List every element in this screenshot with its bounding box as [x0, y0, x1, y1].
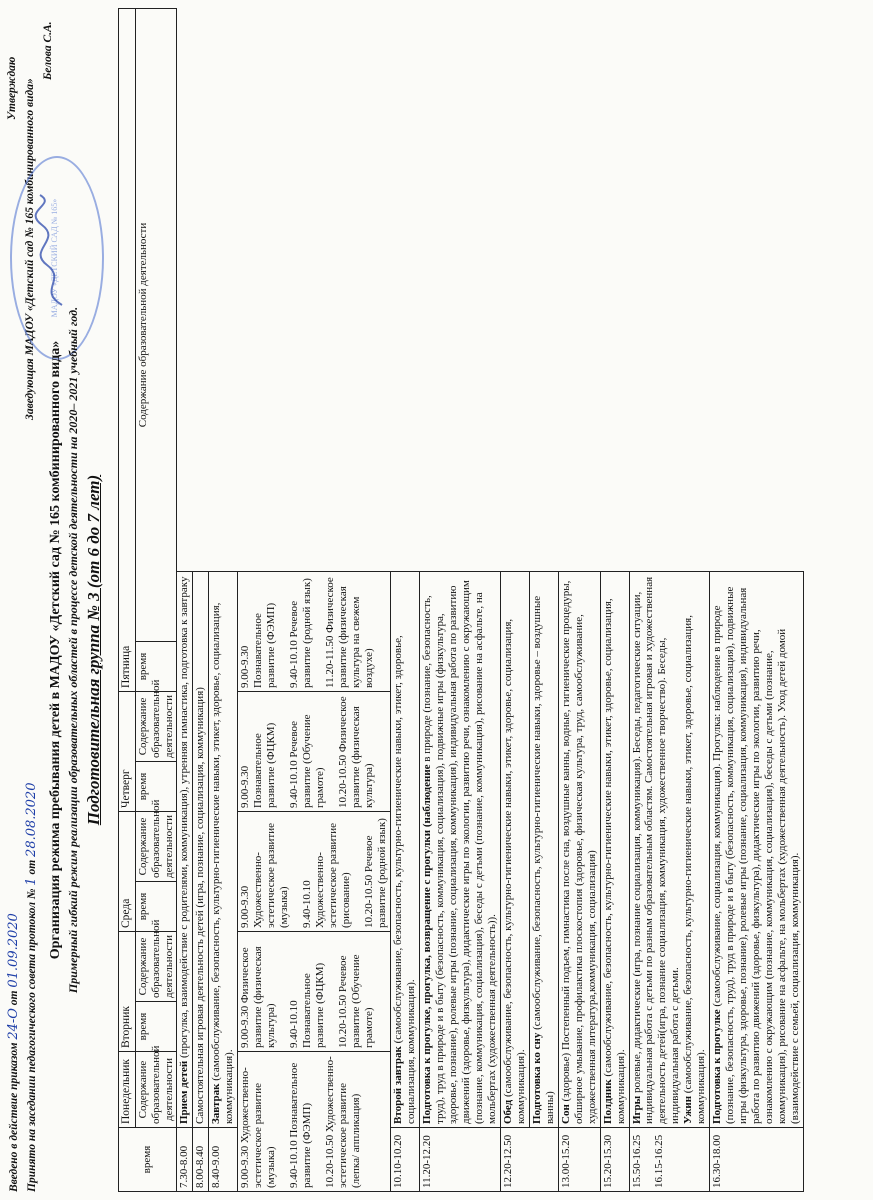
- table-row: 15.20-15.30 Полдник (самообслуживание, безопасность, культурно-гигиенические навыки, этикет, здоровье, социализация, коммуникация).: [600, 9, 629, 1192]
- table-row: 15.50-16.25 16.15-16.25 Игры ролевые, дидактические (игра, познание социализация, коммуникация). Беседы, педагогические ситуации, индивидуальная работа с детьми по разным образовательным областям. Самостоятельная игровая и художественная деятельность детей(игра, познание социализация, коммуникация, художественное творчество). Беседы, индивидуальная работа с детьми. Ужин (самообслуживание, безопасность, культурно-гигиенические навыки, этикет, здоровье, социализация, коммуникация).: [629, 9, 710, 1192]
- day-header-row: [119, 9, 136, 1192]
- accepted-line: Принято на заседании педагогического совета протокол № 1 от 28.08.2020: [24, 782, 39, 1192]
- lessons-row: [238, 9, 391, 1192]
- day-header: Вторник: [119, 931, 136, 1051]
- lessons-thursday: 9.00-9.30 Познавательное развитие (ФЦКМ) 9.40-10.10 Речевое развитие (Обучение грамоте) 10.20-10.50 Физическое развитие (физическая культура): [238, 691, 391, 811]
- time-header: время: [135, 1002, 177, 1052]
- time-header: время: [119, 1128, 177, 1192]
- time-header: время: [135, 761, 177, 811]
- lessons-wednesday: 9.00-9.30 Художественно-эстетическое развитие (музыка) 9.40-10.10 Художественно-эстетическое развитие (рисование) 10.20-10.50 Речевое развитие (родной язык): [238, 811, 391, 931]
- day-header: Среда: [119, 811, 136, 931]
- lessons-monday: 9.00-9.30 Художественно-эстетическое развитие (музыка) 9.40-10.10 Познавательное развитие (ФЭМП) 10.20-10.50 Художественно-эстетическое развитие (лепка/ аппликация): [238, 1052, 391, 1192]
- document-subtitle: Примерный гибкий режим реализации образовательных областей в процессе детской деятельности на 2020– 2021 учебный год.: [66, 306, 80, 994]
- column-header-row: [135, 9, 177, 1192]
- time-header: время: [135, 881, 177, 931]
- lessons-tuesday: 9.00-9.30 Физическое развитие (физическая культура) 9.40-10.10 Познавательное развитие (ФЦКМ) 10.20-10.50 Речевое развитие (Обучение грамоте): [238, 931, 391, 1051]
- content-header: Содержание образовательной деятельности: [135, 1052, 177, 1128]
- day-header: Четверг: [119, 691, 136, 811]
- content-header: Содержание образовательной деятельности: [135, 9, 177, 642]
- content-header: Содержание образовательной деятельности: [135, 811, 177, 881]
- day-header: Пятница: [119, 9, 136, 692]
- table-row: 7.30-8.00 Прием детей (прогулка, взаимодействие с родителями, коммуникация), утренняя гимнастика, подготовка к завтраку: [177, 9, 193, 1192]
- approved-line: Заведующая МАДОУ «Детский сад № 165 комбинированного вида»: [24, 78, 36, 420]
- approved-title: Утверждаю: [6, 56, 18, 120]
- table-row: Подготовка ко сну (самообслуживание, безопасность, культурно-гигиенические навыки, здоровье – воздушные ванны): [529, 9, 558, 1192]
- table-row: 8.40-9.00 Завтрак (самообслуживание, безопасность, культурно-гигиенические навыки, этикет, здоровье, социализация, коммуникация).: [209, 9, 238, 1192]
- table-row: 8.00-8.40 Самостоятельная игровая деятельность детей (игра, познание, социализация, коммуникация): [193, 9, 209, 1192]
- day-header: Понедельник: [119, 1052, 136, 1128]
- time-header: время: [135, 641, 177, 691]
- lessons-friday: 9.00-9.30 Познавательное развитие (ФЭМП) 9.40-10.10 Речевое развитие (родной язык) 11.20-11.50 Физическое развитие (физическая культура на свежем воздухе): [238, 571, 391, 691]
- group-title: Подготовительная группа № 3 (от 6 до 7 лет): [84, 474, 103, 826]
- table-row: 10.10-10.20 Второй завтрак (самообслуживание, безопасность, культурно-гигиенические навыки, этикет, здоровье, социализация, коммуникация).: [391, 9, 420, 1192]
- table-row: 12.20-12.50 Обед (самообслуживание, безопасность, культурно-гигиенические навыки, этикет, здоровье, социализация, коммуникация).: [500, 9, 529, 1192]
- table-row: 13.00-15.20 Сон (здоровье) Постепенный подъем, гимнастика после сна, воздушные ванны, водные, гигиенические процедуры, обширное умывание, профилактика плоскостопия (здоровье, физическая культура, труд, самообслуживание, художественная литература,коммуникация, социализация): [558, 9, 600, 1192]
- document-title: Организация режима пребывания детей в МАДОУ «Детский сад № 165 комбинированного вида»: [48, 340, 63, 960]
- table-row: 16.30-18.00 Подготовка к прогулке (самообслуживание, социализация, коммуникация). Прогулка: наблюдение в природе (познание, безопасность, труд), труд в природе и в быту (безопасность, коммуникация, социализация), подвижные игры (физкультура, здоровье, познание), ролевые игры (познание, социализация, коммуникация), индивидуальная работа по развитию движений (здоровье, физкультура), дидактические игры по экологии, развитию речи, ознакомлению с окружающим (познание, коммуникация, социализация), беседы с детьми (познание, коммуникация), рисование на асфальте, на мольбертах (художественная деятельность). Уход детей домой (взаимодействие с семьей, социализация, коммуникация).: [710, 9, 804, 1192]
- content-header: Содержание образовательной деятельности: [135, 931, 177, 1001]
- approved-name: Белова С.А.: [42, 21, 54, 80]
- schedule-table: [118, 8, 804, 1192]
- table-row: 11.20-12.20 Подготовка к прогулке, прогулка, возвращение с прогулки (наблюдение в природе (познание, безопасность, труд), труд в природе и в быту (безопасность, коммуникация, социализация), подвижные игры (физкультура, здоровье, познание), ролевые игры (познание, социализация, коммуникация), индивидуальная работа по развитию движений (здоровье, физкультура), дидактические игры по экологии, развитию речи, ознакомлению с окружающим (познание, коммуникация, социализация), беседы с детьми (познание, коммуникация), рисование на асфальте, на мольбертах (художественная деятельность)).: [419, 9, 500, 1192]
- round-stamp: МАДОУ «ДЕТСКИЙ САД № 165»: [10, 156, 104, 360]
- content-header: Содержание образовательной деятельности: [135, 691, 177, 761]
- enacted-line: Введено в действие приказом 24-О от 01.09.2020: [6, 913, 21, 1192]
